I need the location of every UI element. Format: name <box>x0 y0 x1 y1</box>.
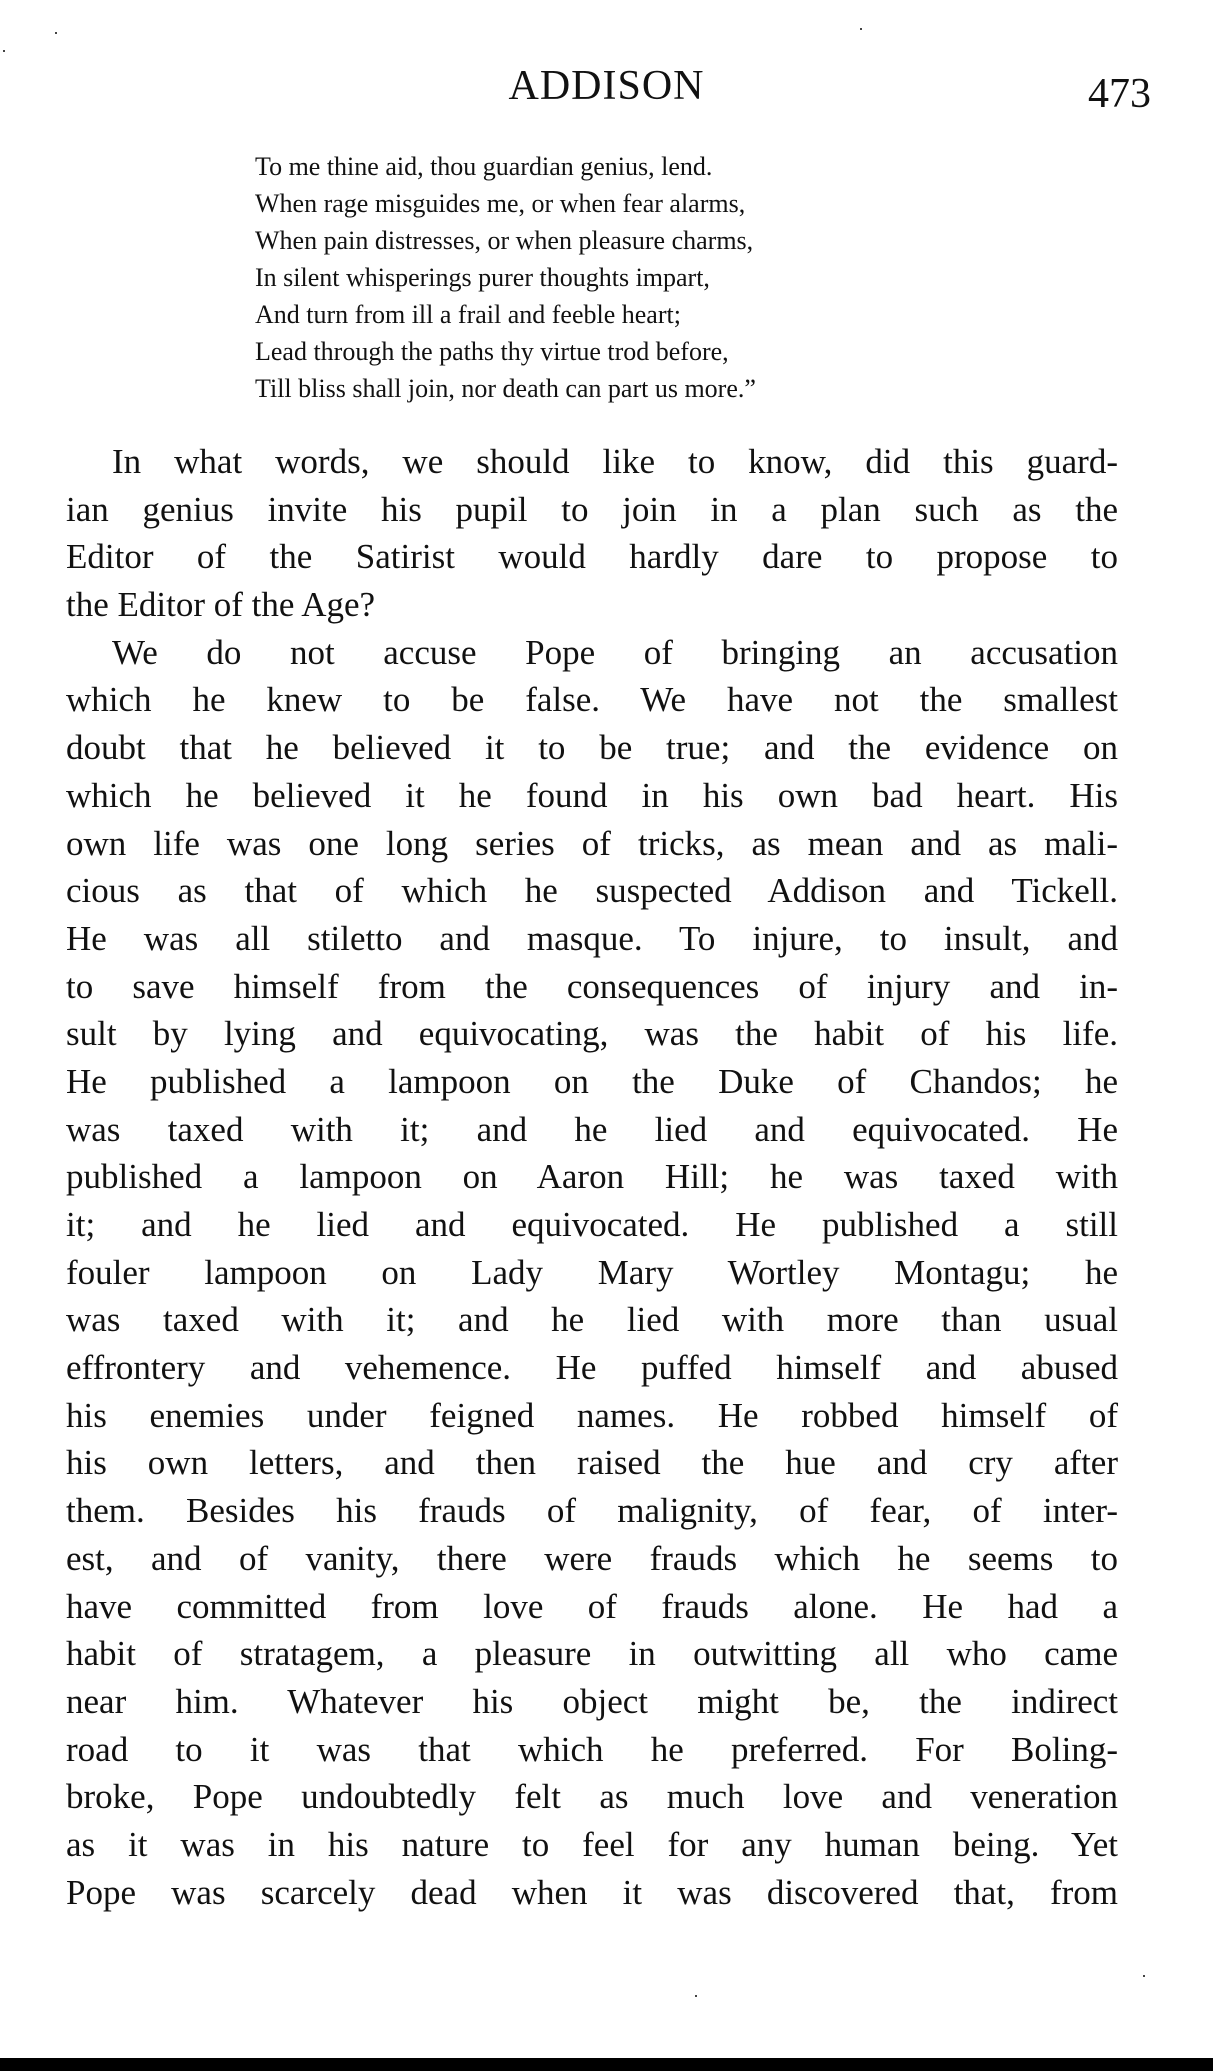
poem-line: To me thine aid, thou guardian genius, lend. <box>255 152 713 181</box>
text-line: est, and of vanity, there were frauds which he seems to <box>66 1538 1118 1578</box>
text-line: as it was in his nature to feel for any human being. Yet <box>66 1824 1118 1864</box>
poem-line: When rage misguides me, or when fear alarms, <box>255 189 746 218</box>
text-line: habit of stratagem, a pleasure in outwitting all who came <box>66 1634 1118 1674</box>
text-line: have committed from love of frauds alone. He had a <box>66 1586 1118 1626</box>
scan-speck <box>860 28 862 30</box>
text-line: broke, Pope undoubtedly felt as much love and veneration <box>66 1777 1118 1817</box>
text-line: own life was one long series of tricks, as mean and as mali- <box>66 823 1118 863</box>
text-line: to save himself from the consequences of injury and in- <box>66 966 1118 1006</box>
text-line: ian genius invite his pupil to join in a plan such as the <box>66 489 1118 529</box>
text-line: was taxed with it; and he lied with more than usual <box>66 1300 1118 1340</box>
text-line: near him. Whatever his object might be, the indirect <box>66 1681 1118 1721</box>
poem-line: When pain distresses, or when pleasure charms, <box>255 226 754 255</box>
paragraph <box>66 438 1118 629</box>
page-edge-rule <box>0 2058 1213 2071</box>
poem-line: Till bliss shall join, nor death can part us more.” <box>255 374 756 403</box>
text-line: He was all stiletto and masque. To injure, to insult, and <box>66 918 1118 958</box>
text-line: which he knew to be false. We have not the smallest <box>66 680 1118 720</box>
text-line: We do not accuse Pope of bringing an accusation <box>112 632 1118 672</box>
text-line: fouler lampoon on Lady Mary Wortley Montagu; he <box>66 1252 1118 1292</box>
text-line: his own letters, and then raised the hue and cry after <box>66 1443 1118 1483</box>
text-line: the Editor of the Age? <box>66 585 376 625</box>
text-line: Pope was scarcely dead when it was discovered that, from <box>66 1872 1118 1912</box>
text-line: Editor of the Satirist would hardly dare to propose to <box>66 537 1118 577</box>
poem-line: In silent whisperings purer thoughts impart, <box>255 263 710 292</box>
text-line: effrontery and vehemence. He puffed himself and abused <box>66 1348 1118 1388</box>
text-line: which he believed it he found in his own bad heart. His <box>66 775 1118 815</box>
text-line: He published a lampoon on the Duke of Chandos; he <box>66 1061 1118 1101</box>
text-line: them. Besides his frauds of malignity, of fear, of inter- <box>66 1491 1118 1531</box>
text-line: sult by lying and equivocating, was the habit of his life. <box>66 1014 1118 1054</box>
body-text <box>66 438 1118 1916</box>
paragraph <box>66 629 1118 1917</box>
running-title: ADDISON <box>508 63 705 109</box>
text-line: In what words, we should like to know, did this guard- <box>112 442 1118 481</box>
text-line: road to it was that which he preferred. For Boling- <box>66 1729 1118 1769</box>
scan-speck <box>3 50 5 52</box>
text-line: published a lampoon on Aaron Hill; he was taxed with <box>66 1157 1118 1197</box>
text-line: was taxed with it; and he lied and equivocated. He <box>66 1109 1118 1149</box>
text-line: his enemies under feigned names. He robbed himself of <box>66 1395 1118 1435</box>
text-line: cious as that of which he suspected Addison and Tickell. <box>66 871 1118 911</box>
text-line: it; and he lied and equivocated. He published a still <box>66 1205 1118 1244</box>
page-number: 473 <box>1088 71 1151 117</box>
scan-speck <box>55 32 57 34</box>
poem-line: Lead through the paths thy virtue trod before, <box>255 337 729 366</box>
scan-speck <box>1143 1975 1145 1977</box>
text-line: doubt that he believed it to be true; and the evidence on <box>66 728 1118 768</box>
poem-quotation <box>255 148 756 407</box>
poem-line: And turn from ill a frail and feeble heart; <box>255 300 681 329</box>
scan-speck <box>695 1995 697 1997</box>
